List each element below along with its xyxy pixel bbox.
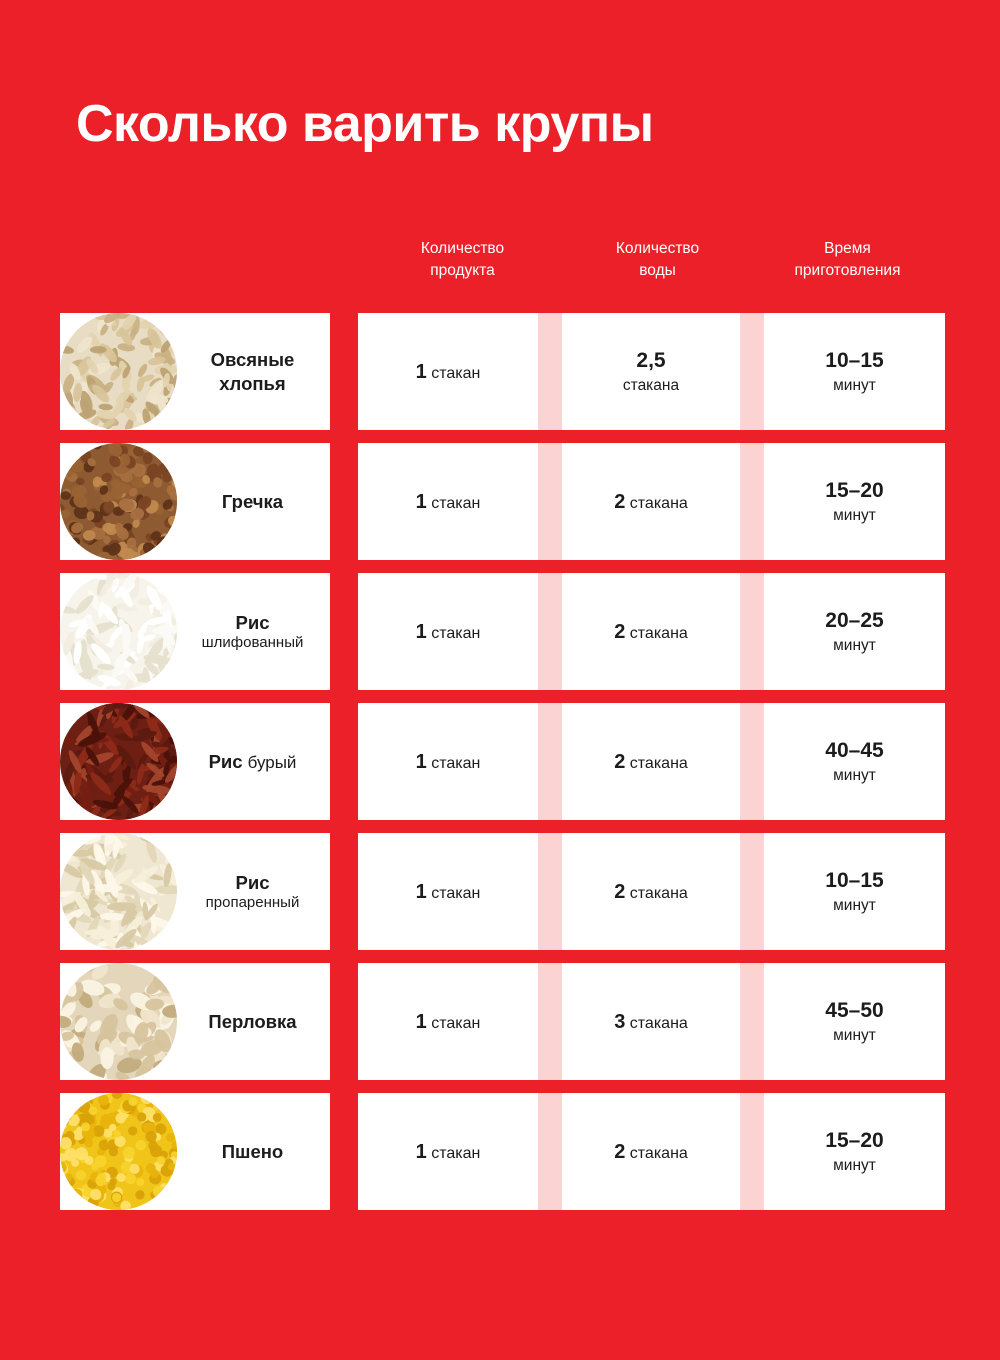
cell-product-value [416,749,481,775]
cell-water-value [614,489,688,515]
grain-name-sub: хлопья [219,372,286,394]
cell-product-amount: 1 [415,750,427,773]
cell-time-value [825,737,883,785]
cell-product-value [416,359,481,385]
column-header-water-line1: Количество [615,240,700,257]
row-values [358,703,945,820]
column-divider-1 [538,443,562,560]
grain-name [183,348,330,394]
cell-time-value [825,1127,883,1175]
column-header-time-line2: приготовления [794,262,901,280]
pearl-barley-thumbnail [60,963,177,1080]
grain-name-card [60,1093,330,1210]
cell-water [562,833,740,950]
grain-name-card [60,963,330,1080]
cell-water-value [614,1009,688,1035]
cell-product [358,833,538,950]
grain-name-sub: шлифованный [201,633,304,651]
cell-time-amount: 10–15 [825,869,884,893]
cell-product-unit: стакан [431,884,481,902]
table-row [60,963,945,1080]
column-header-product-line2: продукта [430,262,495,280]
grain-name-sub: бурый [247,752,297,772]
table-row [60,833,945,950]
grain-name-card [60,833,330,950]
table-row [60,1093,945,1210]
cell-water-value [614,1139,688,1165]
column-headers [360,238,945,283]
oat-flakes-thumbnail [60,313,177,430]
cell-product [358,573,538,690]
cell-water-unit: стакана [629,884,688,902]
brown-rice-thumbnail [60,703,177,820]
row-values [358,313,945,430]
column-divider-1 [538,573,562,690]
spacer [330,963,358,1080]
column-divider-1 [538,833,562,950]
spacer [330,1093,358,1210]
column-divider-1 [538,313,562,430]
grain-name-sub: пропаренный [205,893,300,911]
spacer [330,313,358,430]
grain-table [60,313,945,1210]
row-values [358,1093,945,1210]
cell-time-amount: 20–25 [825,609,884,633]
grain-name-card [60,573,330,690]
cell-time [764,313,945,430]
grain-name-card [60,443,330,560]
cell-water [562,313,740,430]
grain-name-card [60,313,330,430]
column-divider-2 [740,573,764,690]
cell-time [764,573,945,690]
cell-time-amount: 45–50 [825,999,884,1023]
cell-time-value [825,867,883,915]
grain-name-main: Рис [235,871,270,893]
cell-product-unit: стакан [431,1014,481,1032]
row-values [358,833,945,950]
cell-time-value [825,347,883,395]
column-header-time [750,238,945,283]
cell-product-unit: стакан [431,494,481,512]
cell-water-amount: 3 [614,1010,626,1033]
cell-product-amount: 1 [415,620,427,643]
cell-water [562,703,740,820]
cell-time [764,443,945,560]
page-title: Сколько варить крупы [76,95,654,153]
spacer [330,833,358,950]
column-divider-2 [740,703,764,820]
spacer [330,703,358,820]
cell-time-unit: минут [833,636,876,654]
cell-water-unit: стакана [629,754,688,772]
grain-name [183,611,330,653]
cell-time-amount: 15–20 [825,479,884,503]
cell-water-amount: 2,5 [636,349,666,373]
cell-water [562,443,740,560]
cell-product-amount: 1 [415,490,427,513]
cell-water-amount: 2 [614,490,626,513]
white-rice-thumbnail [60,573,177,690]
grain-name-main: Перловка [208,1010,297,1032]
column-header-product [360,238,565,283]
cell-time [764,1093,945,1210]
column-header-time-line1: Время [824,240,871,257]
cell-water-amount: 2 [614,1140,626,1163]
grain-name-card [60,703,330,820]
cell-time-unit: минут [833,1026,876,1044]
column-divider-2 [740,313,764,430]
parboiled-rice-thumbnail [60,833,177,950]
column-header-water [565,238,750,283]
cell-product-amount: 1 [415,1140,427,1163]
column-divider-1 [538,963,562,1080]
cell-water-value [614,619,688,645]
column-divider-1 [538,1093,562,1210]
cell-product-amount: 1 [415,1010,427,1033]
cell-time-unit: минут [833,896,876,914]
column-divider-2 [740,443,764,560]
table-row [60,313,945,430]
cell-water-unit: стакана [622,376,680,394]
grain-name [183,750,330,774]
cell-water [562,1093,740,1210]
row-values [358,963,945,1080]
spacer [330,443,358,560]
cell-product-amount: 1 [415,880,427,903]
cell-product [358,1093,538,1210]
buckwheat-thumbnail [60,443,177,560]
cell-water-value [623,347,679,395]
cell-time [764,963,945,1080]
cell-time-unit: минут [833,766,876,784]
table-row [60,573,945,690]
cell-water [562,963,740,1080]
cell-product-value [416,879,481,905]
cell-time-amount: 15–20 [825,1129,884,1153]
grain-name [183,1140,330,1164]
cell-product-unit: стакан [431,1144,481,1162]
cell-product-unit: стакан [431,754,481,772]
cell-time-value [825,477,883,525]
column-header-water-line2: воды [639,262,676,280]
cell-water [562,573,740,690]
cell-water-amount: 2 [614,750,626,773]
column-header-product-line1: Количество [420,240,505,257]
column-divider-2 [740,1093,764,1210]
cell-product-value [416,619,481,645]
cell-time-unit: минут [833,376,876,394]
grain-name [183,871,330,913]
grain-name-main: Овсяные [210,349,295,371]
grain-name [183,1010,330,1034]
cell-product [358,313,538,430]
cell-product-unit: стакан [431,364,481,382]
cell-product-amount: 1 [415,360,427,383]
grain-name-main: Пшено [221,1140,284,1162]
column-divider-2 [740,833,764,950]
cell-product [358,443,538,560]
column-divider-2 [740,963,764,1080]
cell-time-amount: 10–15 [825,349,884,373]
cell-water-value [614,749,688,775]
table-row [60,703,945,820]
cell-water-amount: 2 [614,880,626,903]
cell-time-unit: минут [833,506,876,524]
cell-product-value [416,1009,481,1035]
cell-time-value [825,607,883,655]
cell-water-unit: стакана [629,1014,688,1032]
cell-water-value [614,879,688,905]
grain-name [183,490,330,514]
row-values [358,573,945,690]
grain-name-main: Рис [235,611,270,633]
table-row [60,443,945,560]
cell-product-value [416,489,481,515]
cell-product [358,703,538,820]
grain-name-main: Гречка [221,490,284,512]
cell-time-unit: минут [833,1156,876,1174]
cell-product-unit: стакан [431,624,481,642]
cell-time-amount: 40–45 [825,739,884,763]
spacer [330,573,358,690]
cell-water-unit: стакана [629,494,688,512]
cell-time [764,703,945,820]
cell-water-unit: стакана [629,624,688,642]
cell-water-amount: 2 [614,620,626,643]
cell-product [358,963,538,1080]
cell-product-value [416,1139,481,1165]
grain-name-main: Рис [208,750,243,772]
column-divider-1 [538,703,562,820]
row-values [358,443,945,560]
cell-time-value [825,997,883,1045]
cell-water-unit: стакана [629,1144,688,1162]
millet-thumbnail [60,1093,177,1210]
cell-time [764,833,945,950]
